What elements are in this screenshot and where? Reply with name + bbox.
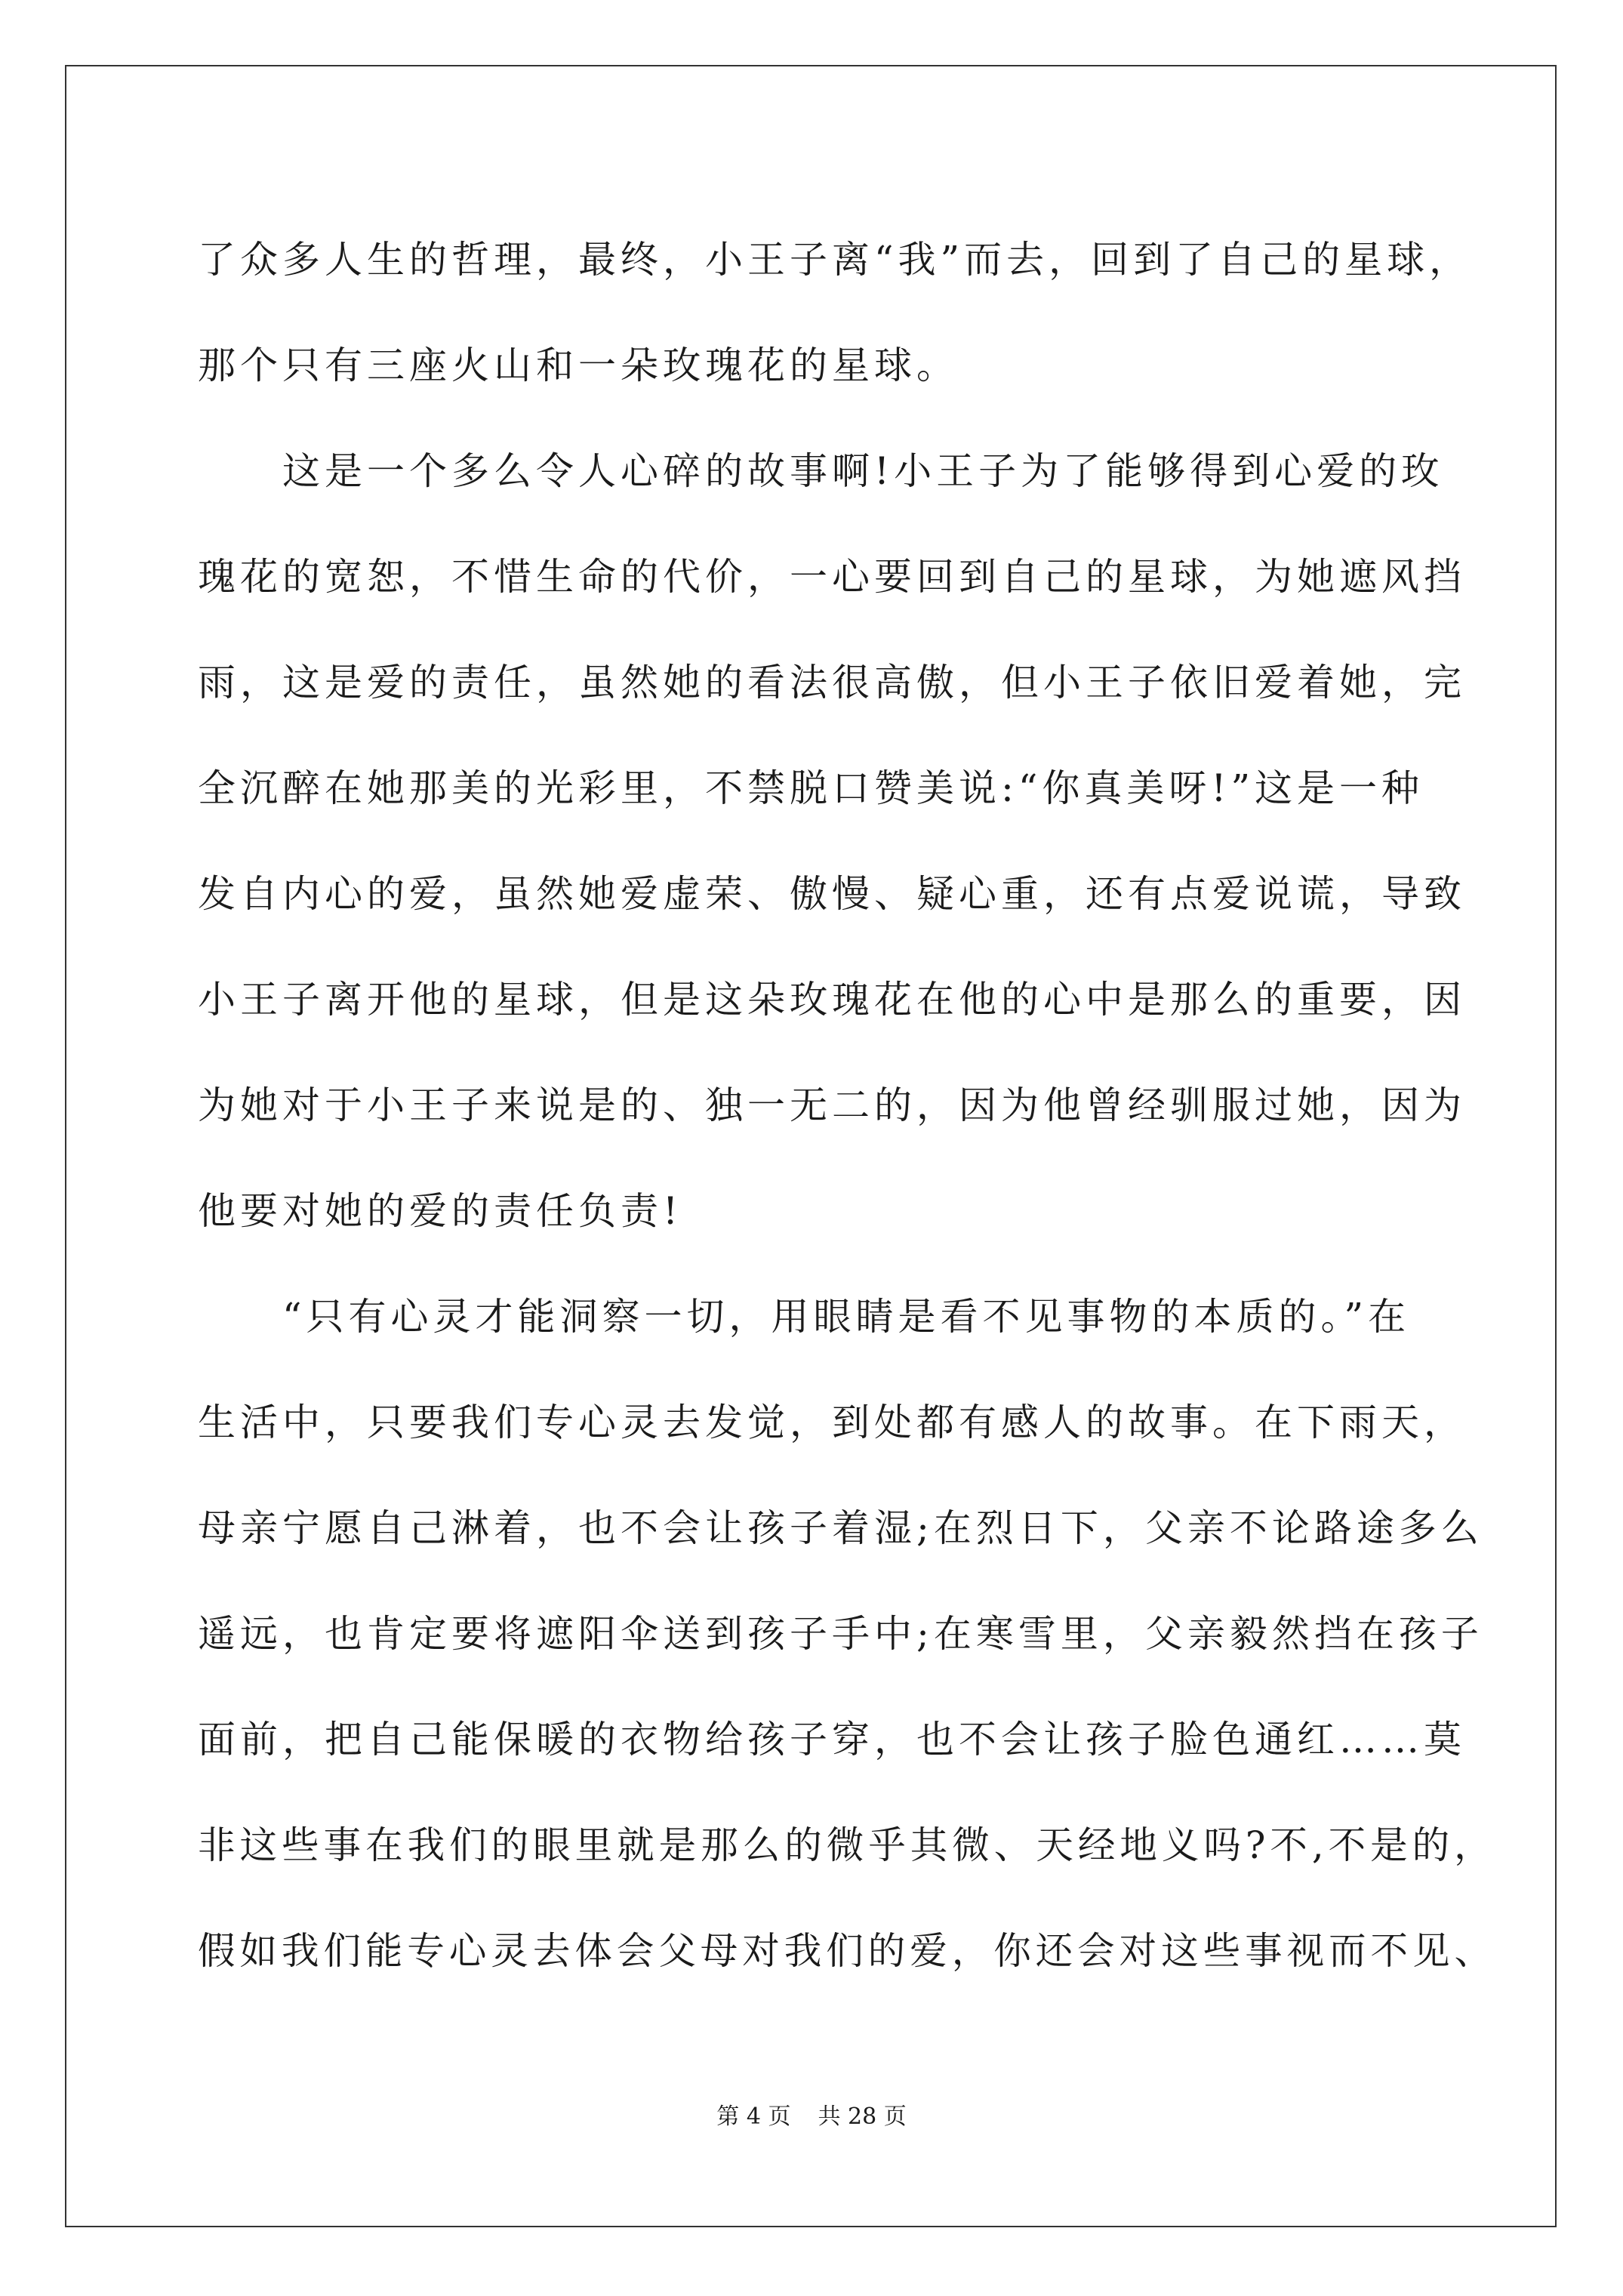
page-footer [0,2097,1623,2131]
text-line: 全沉醉在她那美的光彩里，不禁脱口赞美说:“你真美呀!”这是一种 [198,766,1424,810]
text-line: 雨，这是爱的责任，虽然她的看法很高傲，但小王子依旧爱着她，完 [198,661,1466,704]
text-line: “只有心灵才能洞察一切，用眼睛是看不见事物的本质的。”在 [198,1295,1411,1339]
text-line: 非这些事在我们的眼里就是那么的微乎其微、天经地义吗?不,不是的， [198,1823,1496,1867]
text-line: 假如我们能专心灵去体会父母对我们的爱，你还会对这些事视而不见、 [198,1929,1496,1973]
text-line: 发自内心的爱，虽然她爱虚荣、傲慢、疑心重，还有点爱说谎，导致 [198,872,1466,916]
text-line: 他要对她的爱的责任负责! [198,1189,683,1233]
text-line: 面前，把自己能保暖的衣物给孩子穿，也不会让孩子脸色通红……莫 [198,1718,1466,1761]
text-line: 小王子离开他的星球，但是这朵玫瑰花在他的心中是那么的重要，因 [198,978,1466,1022]
page-number: 第 4 页 [716,2103,791,2130]
page-total: 共 28 页 [818,2103,907,2130]
text-line: 生活中，只要我们专心灵去发觉，到处都有感人的故事。在下雨天， [198,1401,1466,1444]
text-line: 了众多人生的哲理，最终，小王子离“我”而去，回到了自己的星球， [198,238,1472,282]
text-line: 那个只有三座火山和一朵玫瑰花的星球。 [198,344,959,387]
text-line: 为她对于小王子来说是的、独一无二的，因为他曾经驯服过她，因为 [198,1083,1466,1127]
text-line: 瑰花的宽恕，不惜生命的代价，一心要回到自己的星球，为她遮风挡 [198,555,1466,599]
text-line: 母亲宁愿自己淋着，也不会让孩子着湿;在烈日下，父亲不论路途多么 [198,1506,1483,1550]
text-line: 遥远，也肯定要将遮阳伞送到孩子手中;在寒雪里，父亲毅然挡在孩子 [198,1612,1483,1656]
text-line: 这是一个多么令人心碎的故事啊!小王子为了能够得到心爱的玫 [198,449,1444,493]
